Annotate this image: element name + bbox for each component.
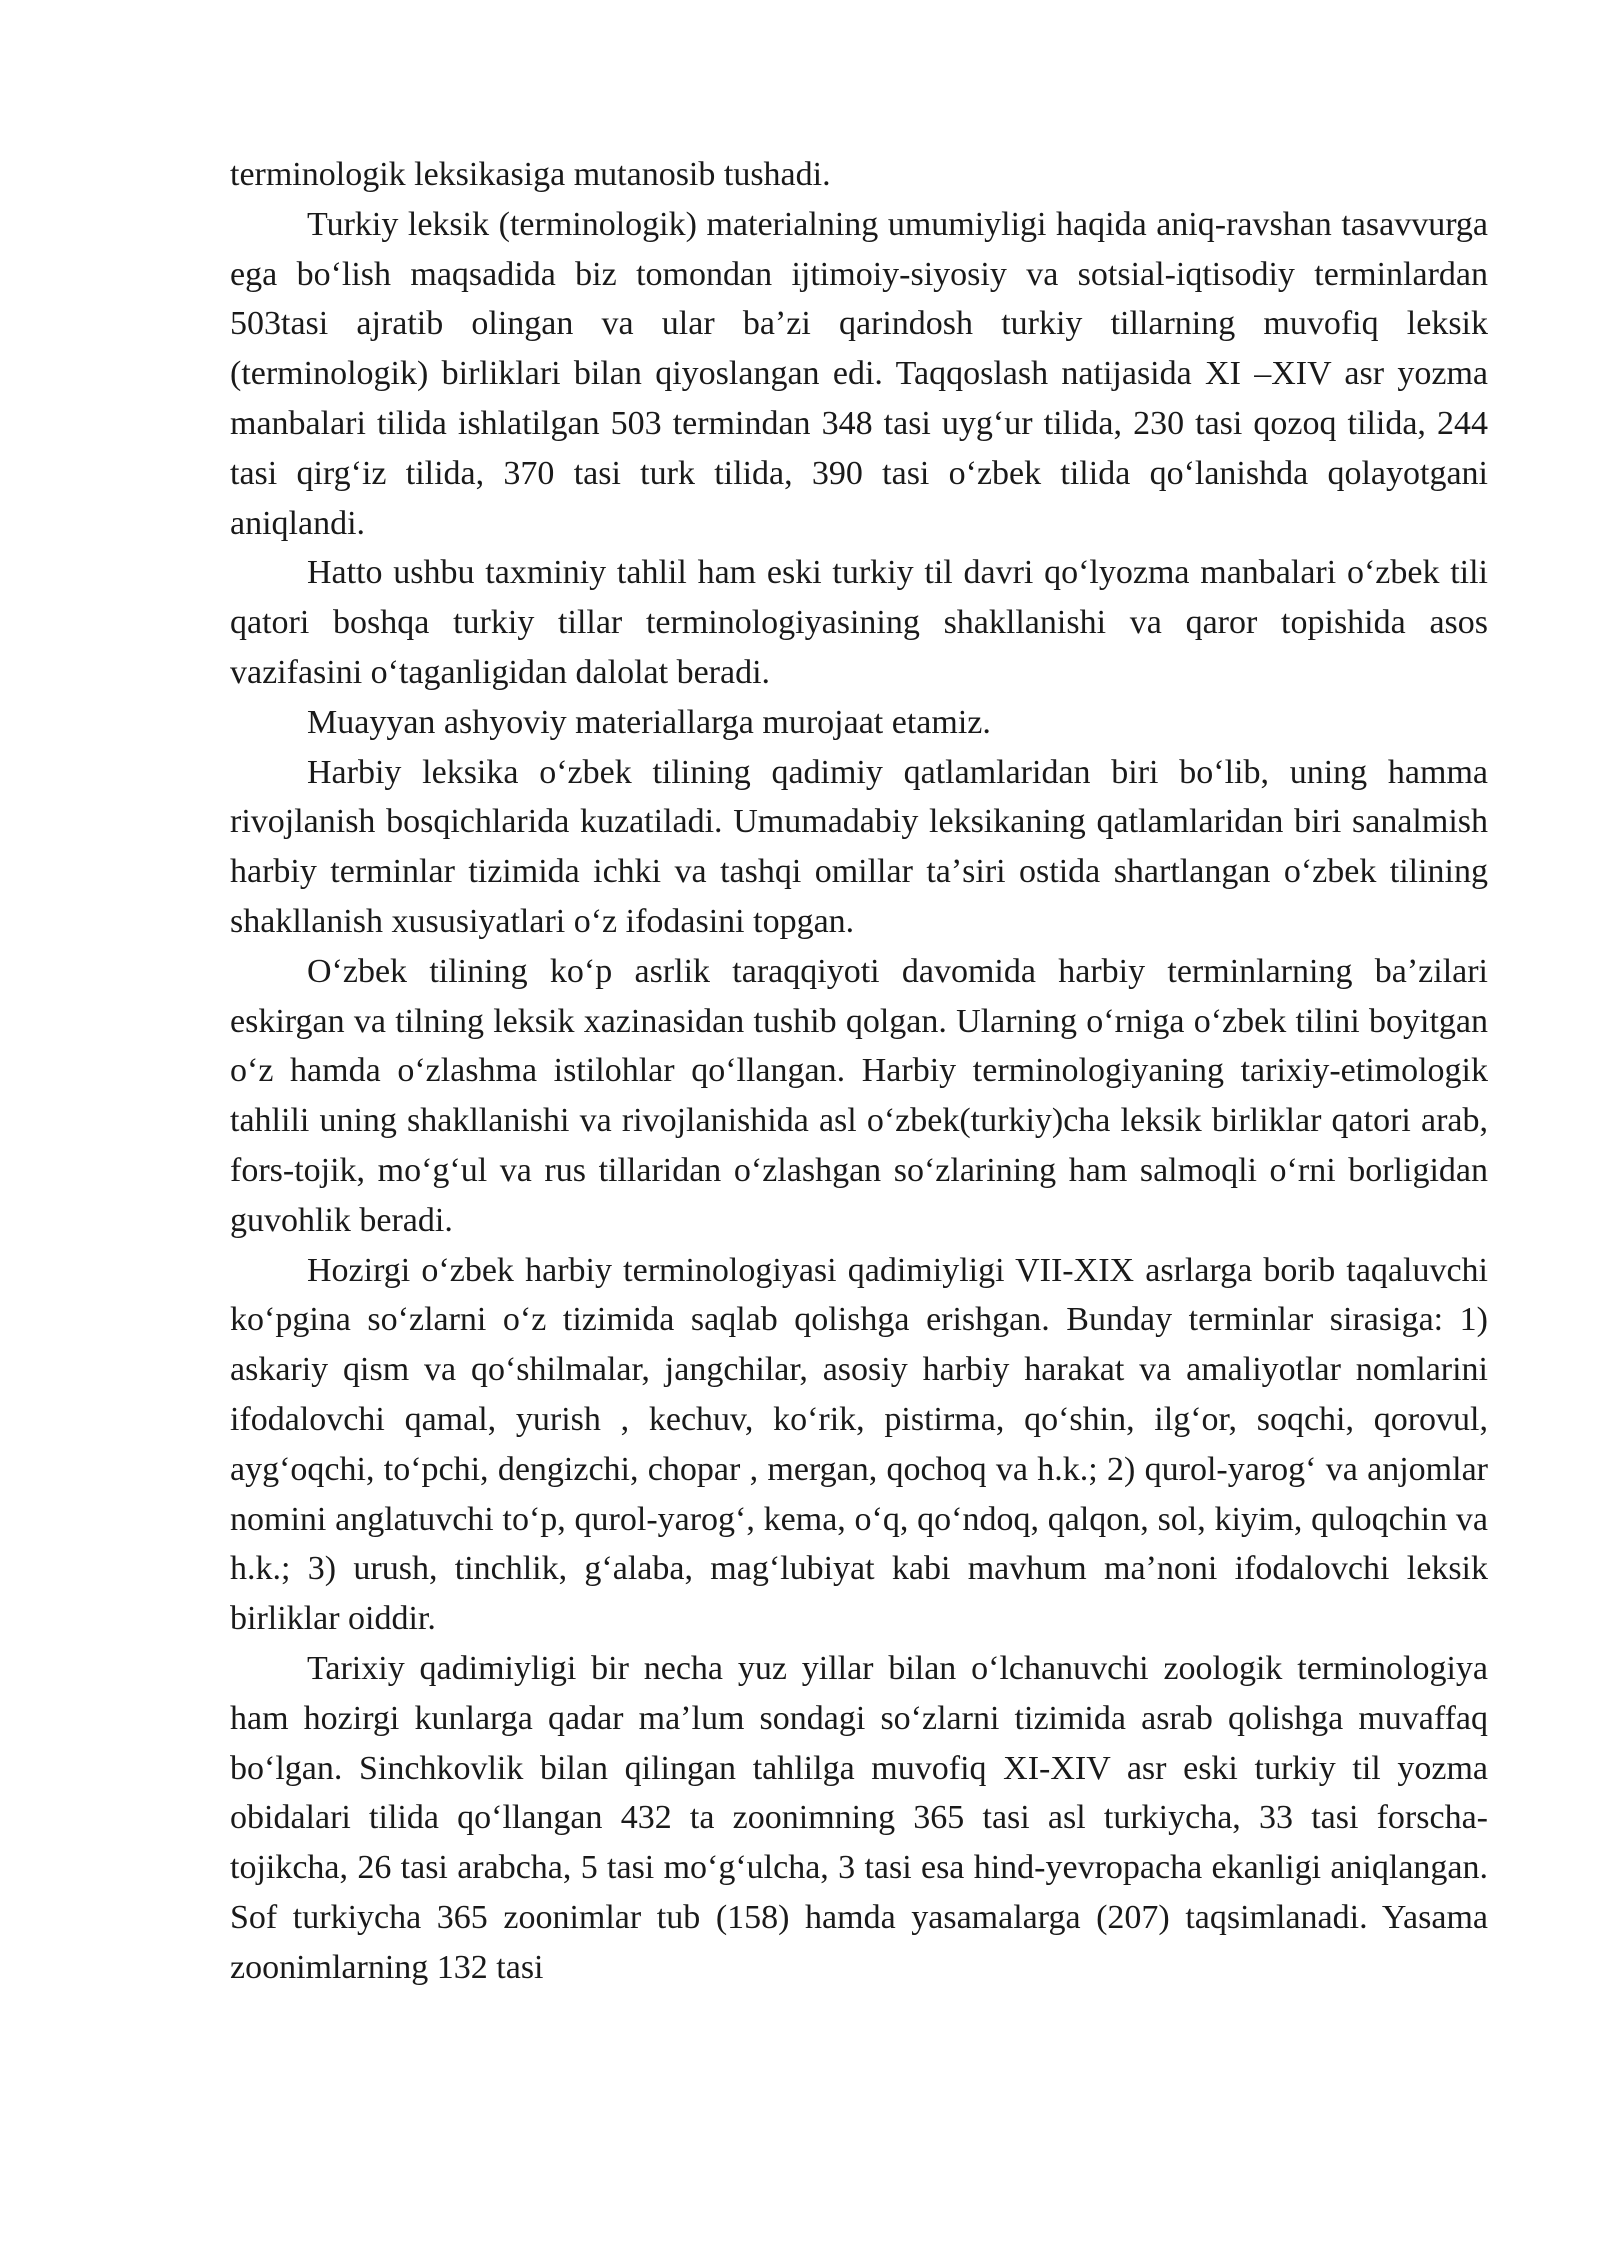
paragraph-continuation: terminologik leksikasiga mutanosib tushadi.: [230, 156, 831, 193]
body-text: [230, 150, 1488, 1992]
paragraph-turkic-lexical-comparison: Turkiy leksik (terminologik) materialning umumiyligi haqida aniq-ravshan tasavvurga ega boʻlish maqsadida biz tomondan ijtimoiy-siyosiy va sotsial-iqtisodiy terminlardan 503tasi ajratib olingan va ular baʼzi qarindosh turkiy tillarning muvofiq leksik (terminologik) birliklari bilan qiyoslangan edi. Taqqoslash natijasida XI –XIV asr yozma manbalari tilida ishlatilgan 503 termindan 348 tasi uygʻur tilida, 230 tasi qozoq tilida, 244 tasi qirgʻiz tilida, 370 tasi turk tilida, 390 tasi oʻzbek tilida qoʻlanishda qolayotgani aniqlandi.: [230, 205, 1488, 542]
paragraph-modern-military-terminology: Hozirgi oʻzbek harbiy terminologiyasi qadimiyligi VII-XIX asrlarga borib taqaluvchi koʻpgina soʻzlarni oʻz tizimida saqlab qolishga erishgan. Bunday terminlar sirasiga: 1) askariy qism va qoʻshilmalar, jangchilar, asosiy harbiy harakat va amaliyotlar nomlarini ifodalovchi qamal, yurish , kechuv, koʻrik, pistirma, qoʻshin, ilgʻor, soqchi, qorovul, aygʻoqchi, toʻpchi, dengizchi, chopar , mergan, qochoq va h.k.; 2) qurol-yarogʻ va anjomlar nomini anglatuvchi toʻp, qurol-yarogʻ, kema, oʻq, qoʻndoq, qalqon, sol, kiyim, quloqchin va h.k.; 3) urush, tinchlik, gʻalaba, magʻlubiyat kabi mavhum maʼnoni ifodalovchi leksik birliklar oiddir.: [230, 1251, 1488, 1638]
paragraph-zoological-terminology: Tarixiy qadimiyligi bir necha yuz yillar bilan oʻlchanuvchi zoologik terminologiya ham hozirgi kunlarga qadar maʼlum sondagi soʻzlarni tizimida asrab qolishga muvaffaq boʻlgan. Sinchkovlik bilan qilingan tahlilga muvofiq XI-XIV asr eski turkiy til yozma obidalari tilida qoʻllangan 432 ta zoonimning 365 tasi asl turkiycha, 33 tasi forscha-tojikcha, 26 tasi arabcha, 5 tasi moʻgʻulcha, 3 tasi esa hind-yevropacha ekanligi aniqlangan. Sof turkiycha 365 zoonimlar tub (158) hamda yasamalarga (207) taqsimlanadi. Yasama zoonimlarning 132 tasi: [230, 1649, 1488, 1986]
paragraph-military-lexicon: Harbiy leksika oʻzbek tilining qadimiy qatlamlaridan biri boʻlib, uning hamma rivojlanish bosqichlarida kuzatiladi. Umumadabiy leksikaning qatlamlaridan biri sanalmish harbiy terminlar tizimida ichki va tashqi omillar taʼsiri ostida shartlangan oʻzbek tilining shakllanish xususiyatlari oʻz ifodasini topgan.: [230, 753, 1488, 940]
paragraph-military-terms-history: Oʻzbek tilining koʻp asrlik taraqqiyoti davomida harbiy terminlarning baʼzilari eskirgan va tilning leksik xazinasidan tushib qolgan. Ularning oʻrniga oʻzbek tilini boyitgan oʻz hamda oʻzlashma istilohlar qoʻllangan. Harbiy terminologiyaning tarixiy-etimologik tahlili uning shakllanishi va rivojlanishida asl oʻzbek(turkiy)cha leksik birliklar qatori arab, fors-tojik, moʻgʻul va rus tillaridan oʻzlashgan soʻzlarining ham salmoqli oʻrni borligidan guvohlik beradi.: [230, 952, 1488, 1239]
paragraph-material-intro: Muayyan ashyoviy materiallarga murojaat etamiz.: [307, 703, 991, 741]
paragraph-old-turkic-sources: Hatto ushbu taxminiy tahlil ham eski turkiy til davri qoʻlyozma manbalari oʻzbek tili qatori boshqa turkiy tillar terminologiyasining shakllanishi va qaror topishida asos vazifasini oʻtaganligidan dalolat beradi.: [230, 554, 1488, 691]
